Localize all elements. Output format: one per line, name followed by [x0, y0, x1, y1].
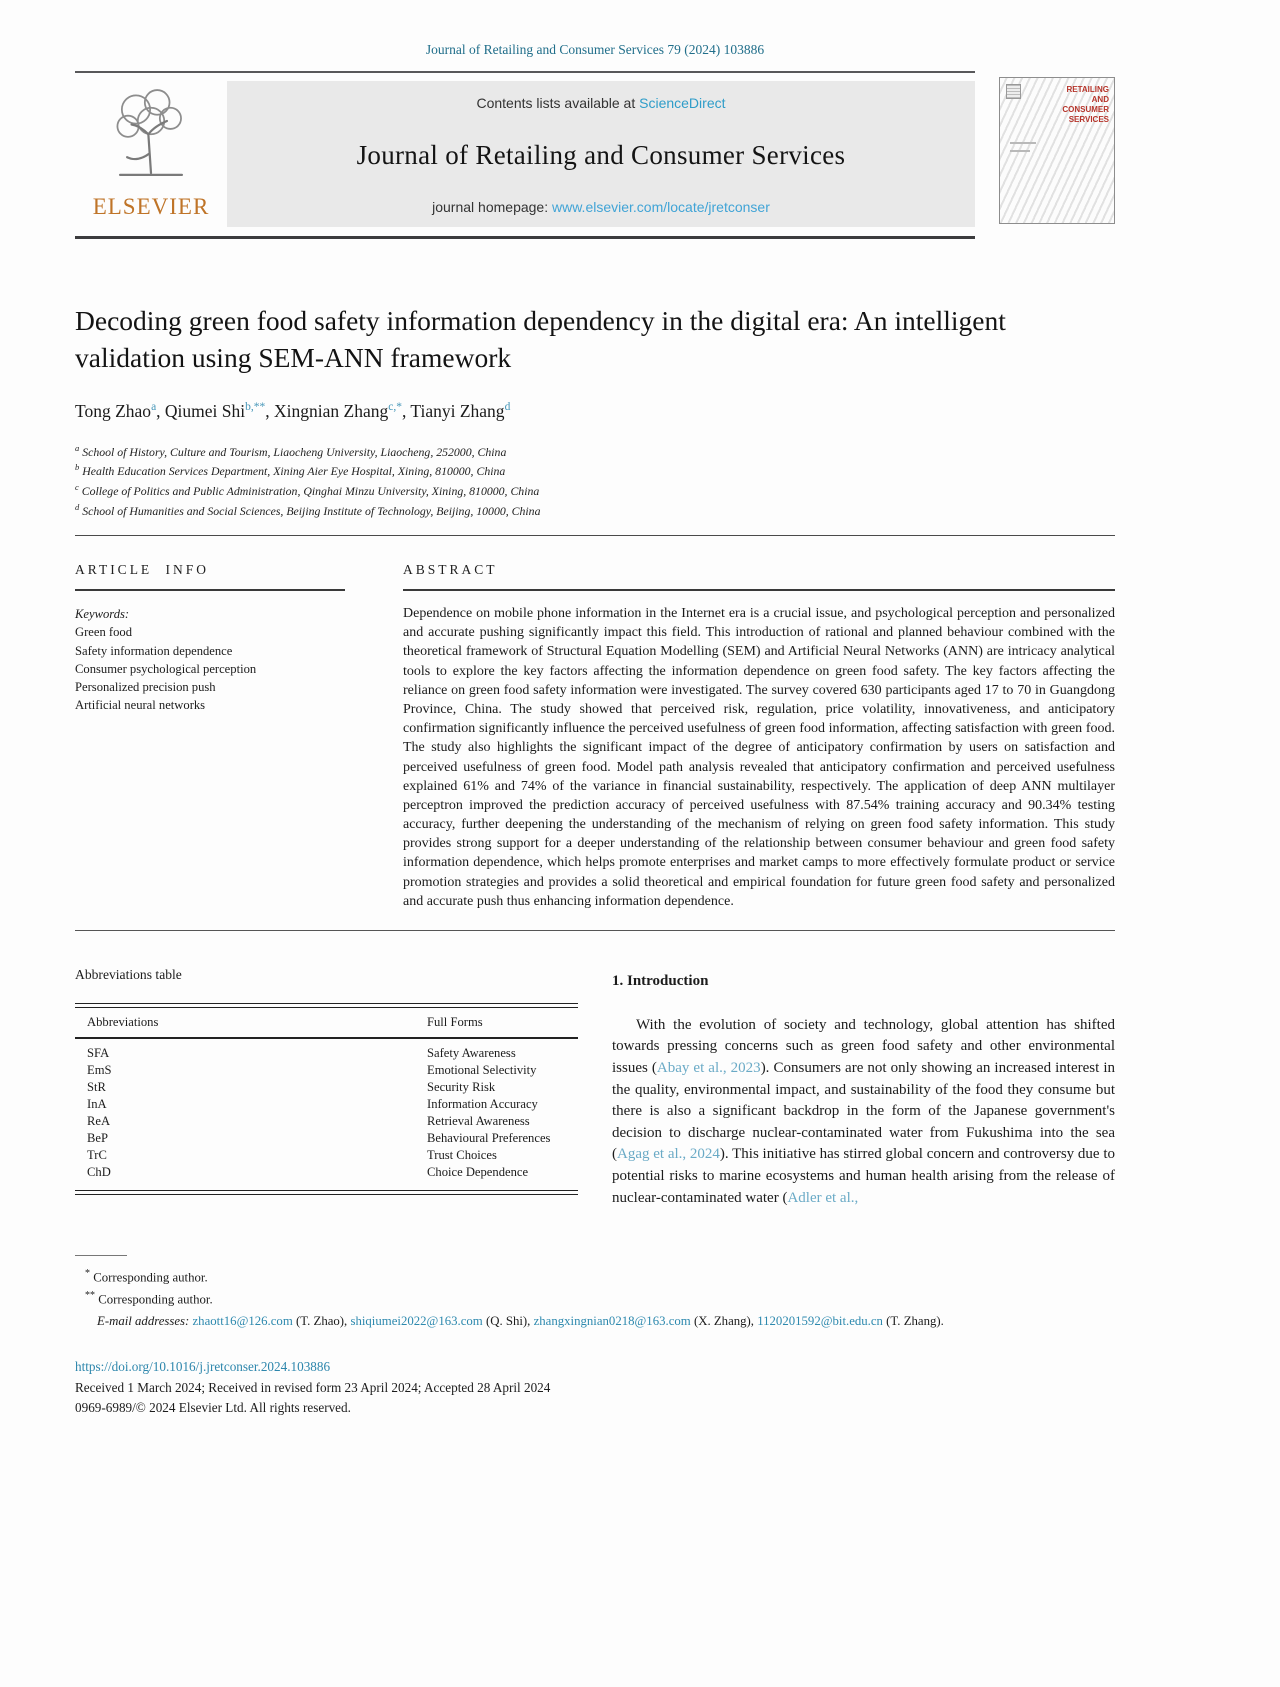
homepage-line	[432, 199, 770, 215]
keyword-item: Consumer psychological perception	[75, 661, 257, 676]
journal-header	[75, 71, 1115, 241]
introduction-text: With the evolution of society and technology, global attention has shifted towards pressing concerns such as green food safety and other environmental issues (	[612, 1016, 1115, 1077]
author-name: Xingnian Zhang	[274, 400, 389, 421]
cover-title-line: RETAILING	[1066, 85, 1109, 94]
footnote-text: Corresponding author.	[95, 1292, 213, 1307]
cover-title-line: CONSUMER	[1062, 105, 1109, 114]
abstract-rule	[403, 589, 1115, 591]
journal-cover-thumbnail	[999, 77, 1115, 224]
header-top-rule	[75, 71, 975, 73]
table-row	[87, 1113, 578, 1130]
author-superscript: a	[151, 400, 157, 413]
citation-link[interactable]: Agag et al., 2024	[617, 1146, 720, 1163]
footnote-marker: **	[85, 1289, 95, 1301]
affiliation-superscript: d	[75, 501, 80, 512]
author-superscript: d	[504, 400, 511, 413]
introduction-heading: 1. Introduction	[612, 972, 709, 989]
affiliation-superscript: b	[75, 462, 80, 473]
abbreviation-cell: SFA	[87, 1045, 110, 1060]
fullform-cell: Emotional Selectivity	[427, 1062, 537, 1077]
keywords-label: Keywords:	[75, 607, 130, 622]
fullform-cell: Behavioural Preferences	[427, 1130, 551, 1145]
table-row	[87, 1130, 578, 1147]
affiliation-text: School of Humanities and Social Sciences, Beijing Institute of Technology, Beijing, 10000, China	[82, 503, 541, 518]
fullform-cell: Safety Awareness	[427, 1045, 516, 1060]
email-suffix: (Q. Shi),	[482, 1313, 534, 1328]
abbreviations-caption: Abbreviations table	[75, 966, 182, 982]
abbreviation-cell: StR	[87, 1079, 106, 1094]
column-header-fullforms: Full Forms	[427, 1014, 483, 1029]
fullform-cell: Information Accuracy	[427, 1096, 538, 1111]
email-link[interactable]: shiqiumei2022@163.com	[350, 1313, 483, 1328]
affiliation-item	[75, 501, 1115, 521]
introduction-paragraph	[612, 1015, 1115, 1209]
footnote-text: Corresponding author.	[90, 1270, 208, 1285]
affiliation-item	[75, 461, 1115, 481]
email-label: E-mail addresses:	[97, 1313, 190, 1328]
doi-link[interactable]: https://doi.org/10.1016/j.jretconser.2024.103886	[75, 1359, 331, 1375]
cover-logo-icon	[1006, 84, 1021, 99]
affiliation-item	[75, 442, 1115, 462]
fullform-cell: Choice Dependence	[427, 1164, 529, 1179]
journal-reference: Journal of Retailing and Consumer Services 79 (2024) 103886	[425, 42, 765, 57]
abstract-text: Dependence on mobile phone information in the Internet era is a crucial issue, and psychological perception and personalized and accurate pushing significantly impact this field. This introduction of rational and planned behaviour combined with the theoretical framework of Structural Equation Modelling (SEM) and Artificial Neural Networks (ANN) are intricacy analytical tools to explore the key factors affecting the information dependence on green food safety. The key factors affecting the reliance on green food safety information were investigated. The survey covered 630 participants aged 17 to 70 in Guangdong Province, China. The study showed that perceived risk, regulation, price volatility, innovativeness, and anticipatory confirmation significantly influence the perceived usefulness of green food information, affecting satisfaction with green food. The study also highlights the significant impact of the degree of anticipatory confirmation by users on satisfaction and perceived usefulness of green food. Model path analysis revealed that anticipatory confirmation and perceived usefulness explained 61% and 74% of the variance in financial sustainability, respectively. The application of deep ANN multilayer perceptron improved the prediction accuracy of perceived usefulness with 87.54% training accuracy and 90.34% testing accuracy, further deepening the understanding of the mechanism of relying on green food safety information. This study provides strong support for a deeper understanding of the relationship between consumer behaviour and green food safety information dependence, which helps promote enterprises and market camps to more effectively formulate product or service promotion strategies and provides a solid theoretical and empirical foundation for future green food safety and personalized and accurate push thus enhancing information dependence.	[403, 606, 1115, 909]
article-info-column	[75, 562, 345, 911]
affiliation-text: School of History, Culture and Tourism, Liaocheng University, Liaocheng, 252000, China	[82, 444, 507, 459]
keyword-item: Green food	[75, 625, 132, 640]
citation-link[interactable]: Abay et al., 2023	[656, 1060, 761, 1077]
author-separator: ,	[401, 400, 411, 421]
article-info-rule	[75, 589, 345, 591]
table-row	[87, 1062, 578, 1079]
divider-rule	[75, 535, 1115, 536]
fullform-cell: Trust Choices	[427, 1147, 497, 1162]
contents-prefix-text: Contents lists available at	[476, 95, 640, 111]
affiliations-block	[75, 442, 1115, 520]
elsevier-tree-icon	[101, 83, 201, 189]
email-link[interactable]: 1120201592@bit.edu.cn	[757, 1313, 883, 1328]
footnote-corresponding-2	[75, 1288, 1115, 1310]
author-name: Tianyi Zhang	[410, 400, 505, 421]
table-row	[87, 1096, 578, 1113]
article-info-heading: ARTICLE INFO	[75, 562, 210, 578]
received-dates: Received 1 March 2024; Received in revised form 23 April 2024; Accepted 28 April 2024	[75, 1379, 551, 1395]
author-name: Tong Zhao	[75, 400, 152, 421]
citation-link[interactable]: Adler et al.,	[787, 1189, 859, 1206]
keywords-block	[75, 605, 345, 715]
table-row	[87, 1045, 578, 1062]
email-suffix: (T. Zhao),	[292, 1313, 351, 1328]
journal-title: Journal of Retailing and Consumer Services	[356, 139, 846, 170]
email-suffix: (X. Zhang),	[690, 1313, 758, 1328]
affiliation-superscript: c	[75, 481, 79, 492]
affiliation-text: College of Politics and Public Administration, Qinghai Minzu University, Xining, 810000, China	[81, 483, 540, 498]
fullform-cell: Retrieval Awareness	[427, 1113, 530, 1128]
fullform-cell: Security Risk	[427, 1079, 496, 1094]
affiliation-item	[75, 481, 1115, 501]
elsevier-logo	[75, 81, 227, 227]
copyright-line: 0969-6989/© 2024 Elsevier Ltd. All rights reserved.	[75, 1400, 351, 1416]
abbreviations-table	[75, 1003, 578, 1195]
abbreviation-cell: EmS	[87, 1062, 112, 1077]
cover-title	[1062, 85, 1109, 125]
affiliation-text: Health Education Services Department, Xining Aier Eye Hospital, Xining, 810000, China	[82, 464, 506, 479]
contents-line	[476, 95, 725, 111]
section-divider-rule	[75, 930, 1115, 931]
author-superscript: b,**	[245, 400, 266, 413]
author-separator: ,	[156, 400, 165, 421]
email-suffix: (T. Zhang).	[882, 1313, 944, 1328]
table-row	[87, 1079, 578, 1096]
cover-text-smudge	[1010, 150, 1030, 152]
cover-title-line: SERVICES	[1068, 115, 1109, 124]
elsevier-wordmark: ELSEVIER	[92, 194, 210, 219]
author-name: Qiumei Shi	[164, 400, 246, 421]
footnote-marker: *	[85, 1268, 90, 1280]
sciencedirect-link[interactable]: ScienceDirect	[639, 95, 726, 111]
abstract-column	[403, 562, 1115, 911]
header-gray-box	[227, 81, 975, 227]
introduction-column	[612, 967, 1115, 1209]
cover-text-smudge	[1010, 142, 1036, 144]
introduction-text: ). Consumers are not only showing an increased interest in the quality, environmental impact, and sustainability of the food they consume but there is also a significant backdrop in the form of the Japanese government's decision to discharge nuclear-contaminated water from Fukushima into the sea (	[612, 1060, 1115, 1163]
article-title: Decoding green food safety information dependency in the digital era: An intelligent validation using SEM-ANN framework	[75, 305, 1006, 373]
homepage-prefix-text: journal homepage:	[432, 199, 552, 215]
cover-title-line: AND	[1091, 95, 1109, 104]
table-header-row	[75, 1008, 578, 1037]
footer-block	[75, 1357, 1115, 1418]
header-bottom-rule	[75, 236, 975, 239]
footnote-divider	[75, 1255, 127, 1256]
keyword-item: Artificial neural networks	[75, 698, 206, 713]
author-superscript: c,*	[388, 400, 402, 413]
email-addresses-line	[75, 1311, 1115, 1331]
footnotes-block	[75, 1255, 1115, 1331]
abbreviation-cell: InA	[87, 1096, 107, 1111]
author-separator: ,	[265, 400, 275, 421]
footnote-corresponding-1	[75, 1266, 1115, 1288]
table-row	[87, 1147, 578, 1164]
abstract-heading: ABSTRACT	[403, 562, 498, 578]
table-row	[87, 1164, 578, 1181]
keyword-item: Personalized precision push	[75, 680, 216, 695]
abbreviations-column	[75, 967, 578, 1209]
table-bottom-rule	[75, 1190, 578, 1195]
abbreviation-cell: TrC	[87, 1147, 107, 1162]
affiliation-superscript: a	[75, 442, 80, 453]
keyword-item: Safety information dependence	[75, 643, 233, 658]
abbreviation-cell: ReA	[87, 1113, 111, 1128]
introduction-text: ). This initiative has stirred global concern and controversy due to potential risks to marine ecosystems and human health arising from the release of nuclear-contaminated water (	[612, 1146, 1115, 1206]
email-link[interactable]: zhangxingnian0218@163.com	[533, 1313, 691, 1328]
abbreviation-cell: ChD	[87, 1164, 111, 1179]
column-header-abbreviations: Abbreviations	[87, 1014, 159, 1029]
email-link[interactable]: zhaott16@126.com	[192, 1313, 293, 1328]
abbreviation-cell: BeP	[87, 1130, 108, 1145]
journal-homepage-link[interactable]: www.elsevier.com/locate/jretconser	[552, 199, 770, 215]
authors-line	[75, 401, 1115, 422]
